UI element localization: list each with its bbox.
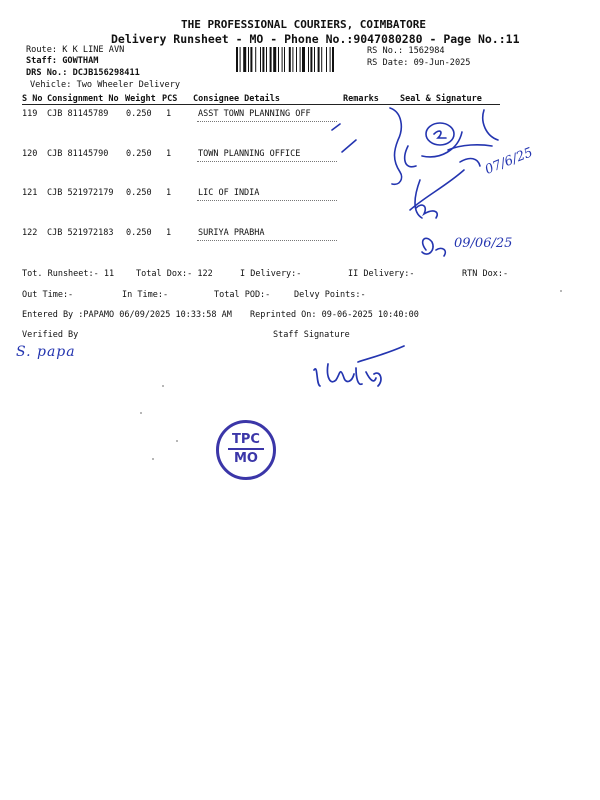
row-sno: 120 bbox=[22, 149, 38, 159]
barcode-bar bbox=[318, 47, 320, 72]
barcode-bar bbox=[248, 47, 249, 72]
stamp-line2: MO bbox=[234, 451, 258, 466]
tot-runsheet: Tot. Runsheet:- 11 bbox=[22, 269, 115, 279]
col-consignee: Consignee Details bbox=[193, 94, 280, 104]
scan-speck bbox=[152, 458, 154, 460]
stamp-line1: TPC bbox=[228, 432, 264, 450]
barcode-bar bbox=[273, 47, 276, 72]
in-time: In Time:- bbox=[122, 290, 169, 300]
row-weight: 0.250 bbox=[126, 109, 152, 119]
total-dox: Total Dox:- 122 bbox=[136, 269, 213, 279]
seal-signature-scribbles bbox=[330, 100, 590, 280]
row-weight: 0.250 bbox=[126, 149, 152, 159]
route-label: Route: K K LINE AVN bbox=[26, 45, 125, 55]
barcode-bar bbox=[321, 47, 322, 72]
row-consignee: TOWN PLANNING OFFICE bbox=[198, 149, 301, 159]
barcode-bar bbox=[332, 47, 334, 72]
row-weight: 0.250 bbox=[126, 228, 152, 238]
barcode-bar bbox=[262, 47, 264, 72]
row-consignment: CJB 521972183 bbox=[47, 228, 114, 238]
entered-by: Entered By :PAPAMO 06/09/2025 10:33:58 AM bbox=[22, 310, 232, 320]
scan-speck bbox=[176, 440, 178, 442]
row-consignment: CJB 521972179 bbox=[47, 188, 114, 198]
rs-date: RS Date: 09-Jun-2025 bbox=[367, 58, 471, 68]
barcode-bar bbox=[300, 47, 301, 72]
barcode-bar bbox=[260, 47, 261, 72]
barcode-bar bbox=[284, 47, 285, 72]
row-rule bbox=[197, 240, 337, 241]
rs-number: RS No.: 1562984 bbox=[367, 46, 445, 56]
barcode-bar bbox=[282, 47, 283, 72]
row-sno: 121 bbox=[22, 188, 38, 198]
reprinted-on: Reprinted On: 09-06-2025 10:40:00 bbox=[250, 310, 419, 320]
barcode-bar bbox=[292, 47, 293, 72]
col-seal-signature: Seal & Signature bbox=[400, 94, 482, 104]
barcode-bar bbox=[314, 47, 315, 72]
scan-speck bbox=[560, 290, 562, 292]
barcode-bar bbox=[278, 47, 279, 72]
barcode-bar bbox=[302, 47, 305, 72]
scan-speck bbox=[140, 412, 142, 414]
row-consignee: ASST TOWN PLANNING OFF bbox=[198, 109, 311, 119]
delvy-points: Delvy Points:- bbox=[294, 290, 366, 300]
col-pcs: PCS bbox=[162, 94, 178, 104]
col-sno: S No bbox=[22, 94, 43, 104]
col-consignment: Consignment No bbox=[47, 94, 119, 104]
vehicle-label: Vehicle: Two Wheeler Delivery bbox=[30, 80, 181, 90]
runsheet-subtitle: Delivery Runsheet - MO - Phone No.:9047080280 - Page No.:11 bbox=[111, 32, 520, 46]
barcode-bar bbox=[266, 47, 267, 72]
barcode-bar bbox=[330, 47, 331, 72]
barcode-bar bbox=[236, 47, 238, 72]
barcode-bar bbox=[296, 47, 297, 72]
scan-speck bbox=[162, 385, 164, 387]
col-remarks: Remarks bbox=[343, 94, 379, 104]
total-pod: Total POD:- bbox=[214, 290, 271, 300]
staff-signature-label: Staff Signature bbox=[273, 330, 350, 340]
barcode-bar bbox=[250, 47, 252, 72]
row-rule bbox=[197, 121, 337, 122]
row-weight: 0.250 bbox=[126, 188, 152, 198]
row-consignment: CJB 81145790 bbox=[47, 149, 109, 159]
verified-by-label: Verified By bbox=[22, 330, 79, 340]
company-title: THE PROFESSIONAL COURIERS, COIMBATORE bbox=[181, 18, 427, 31]
staff-label: Staff: GOWTHAM bbox=[26, 56, 99, 66]
ii-delivery: II Delivery:- bbox=[348, 269, 415, 279]
barcode-bar bbox=[326, 47, 327, 72]
handwritten-date-row2: 07/6/25 bbox=[483, 145, 536, 178]
row-rule bbox=[197, 161, 337, 162]
row-sno: 119 bbox=[22, 109, 38, 119]
barcode-bar bbox=[243, 47, 246, 72]
staff-signature bbox=[300, 340, 420, 400]
row-consignee: LIC OF INDIA bbox=[198, 188, 260, 198]
verified-signature: S. papa bbox=[16, 344, 76, 360]
tpc-mo-stamp bbox=[216, 420, 276, 480]
barcode-bar bbox=[308, 47, 309, 72]
row-pcs: 1 bbox=[166, 109, 172, 119]
out-time: Out Time:- bbox=[22, 290, 74, 300]
drs-number: DRS No.: DCJB156298411 bbox=[26, 68, 140, 78]
row-pcs: 1 bbox=[166, 228, 172, 238]
row-consignee: SURIYA PRABHA bbox=[198, 228, 265, 238]
barcode-bar bbox=[289, 47, 291, 72]
row-pcs: 1 bbox=[166, 149, 172, 159]
row-sno: 122 bbox=[22, 228, 38, 238]
barcode-bar bbox=[255, 47, 256, 72]
row-pcs: 1 bbox=[166, 188, 172, 198]
row-rule bbox=[197, 200, 337, 201]
barcode bbox=[236, 47, 363, 72]
col-weight: Weight bbox=[125, 94, 156, 104]
handwritten-date-row4: 09/06/25 bbox=[454, 236, 513, 251]
rtn-dox: RTN Dox:- bbox=[462, 269, 509, 279]
i-delivery: I Delivery:- bbox=[240, 269, 302, 279]
barcode-bar bbox=[270, 47, 272, 72]
barcode-bar bbox=[310, 47, 312, 72]
row-consignment: CJB 81145789 bbox=[47, 109, 109, 119]
barcode-bar bbox=[240, 47, 241, 72]
